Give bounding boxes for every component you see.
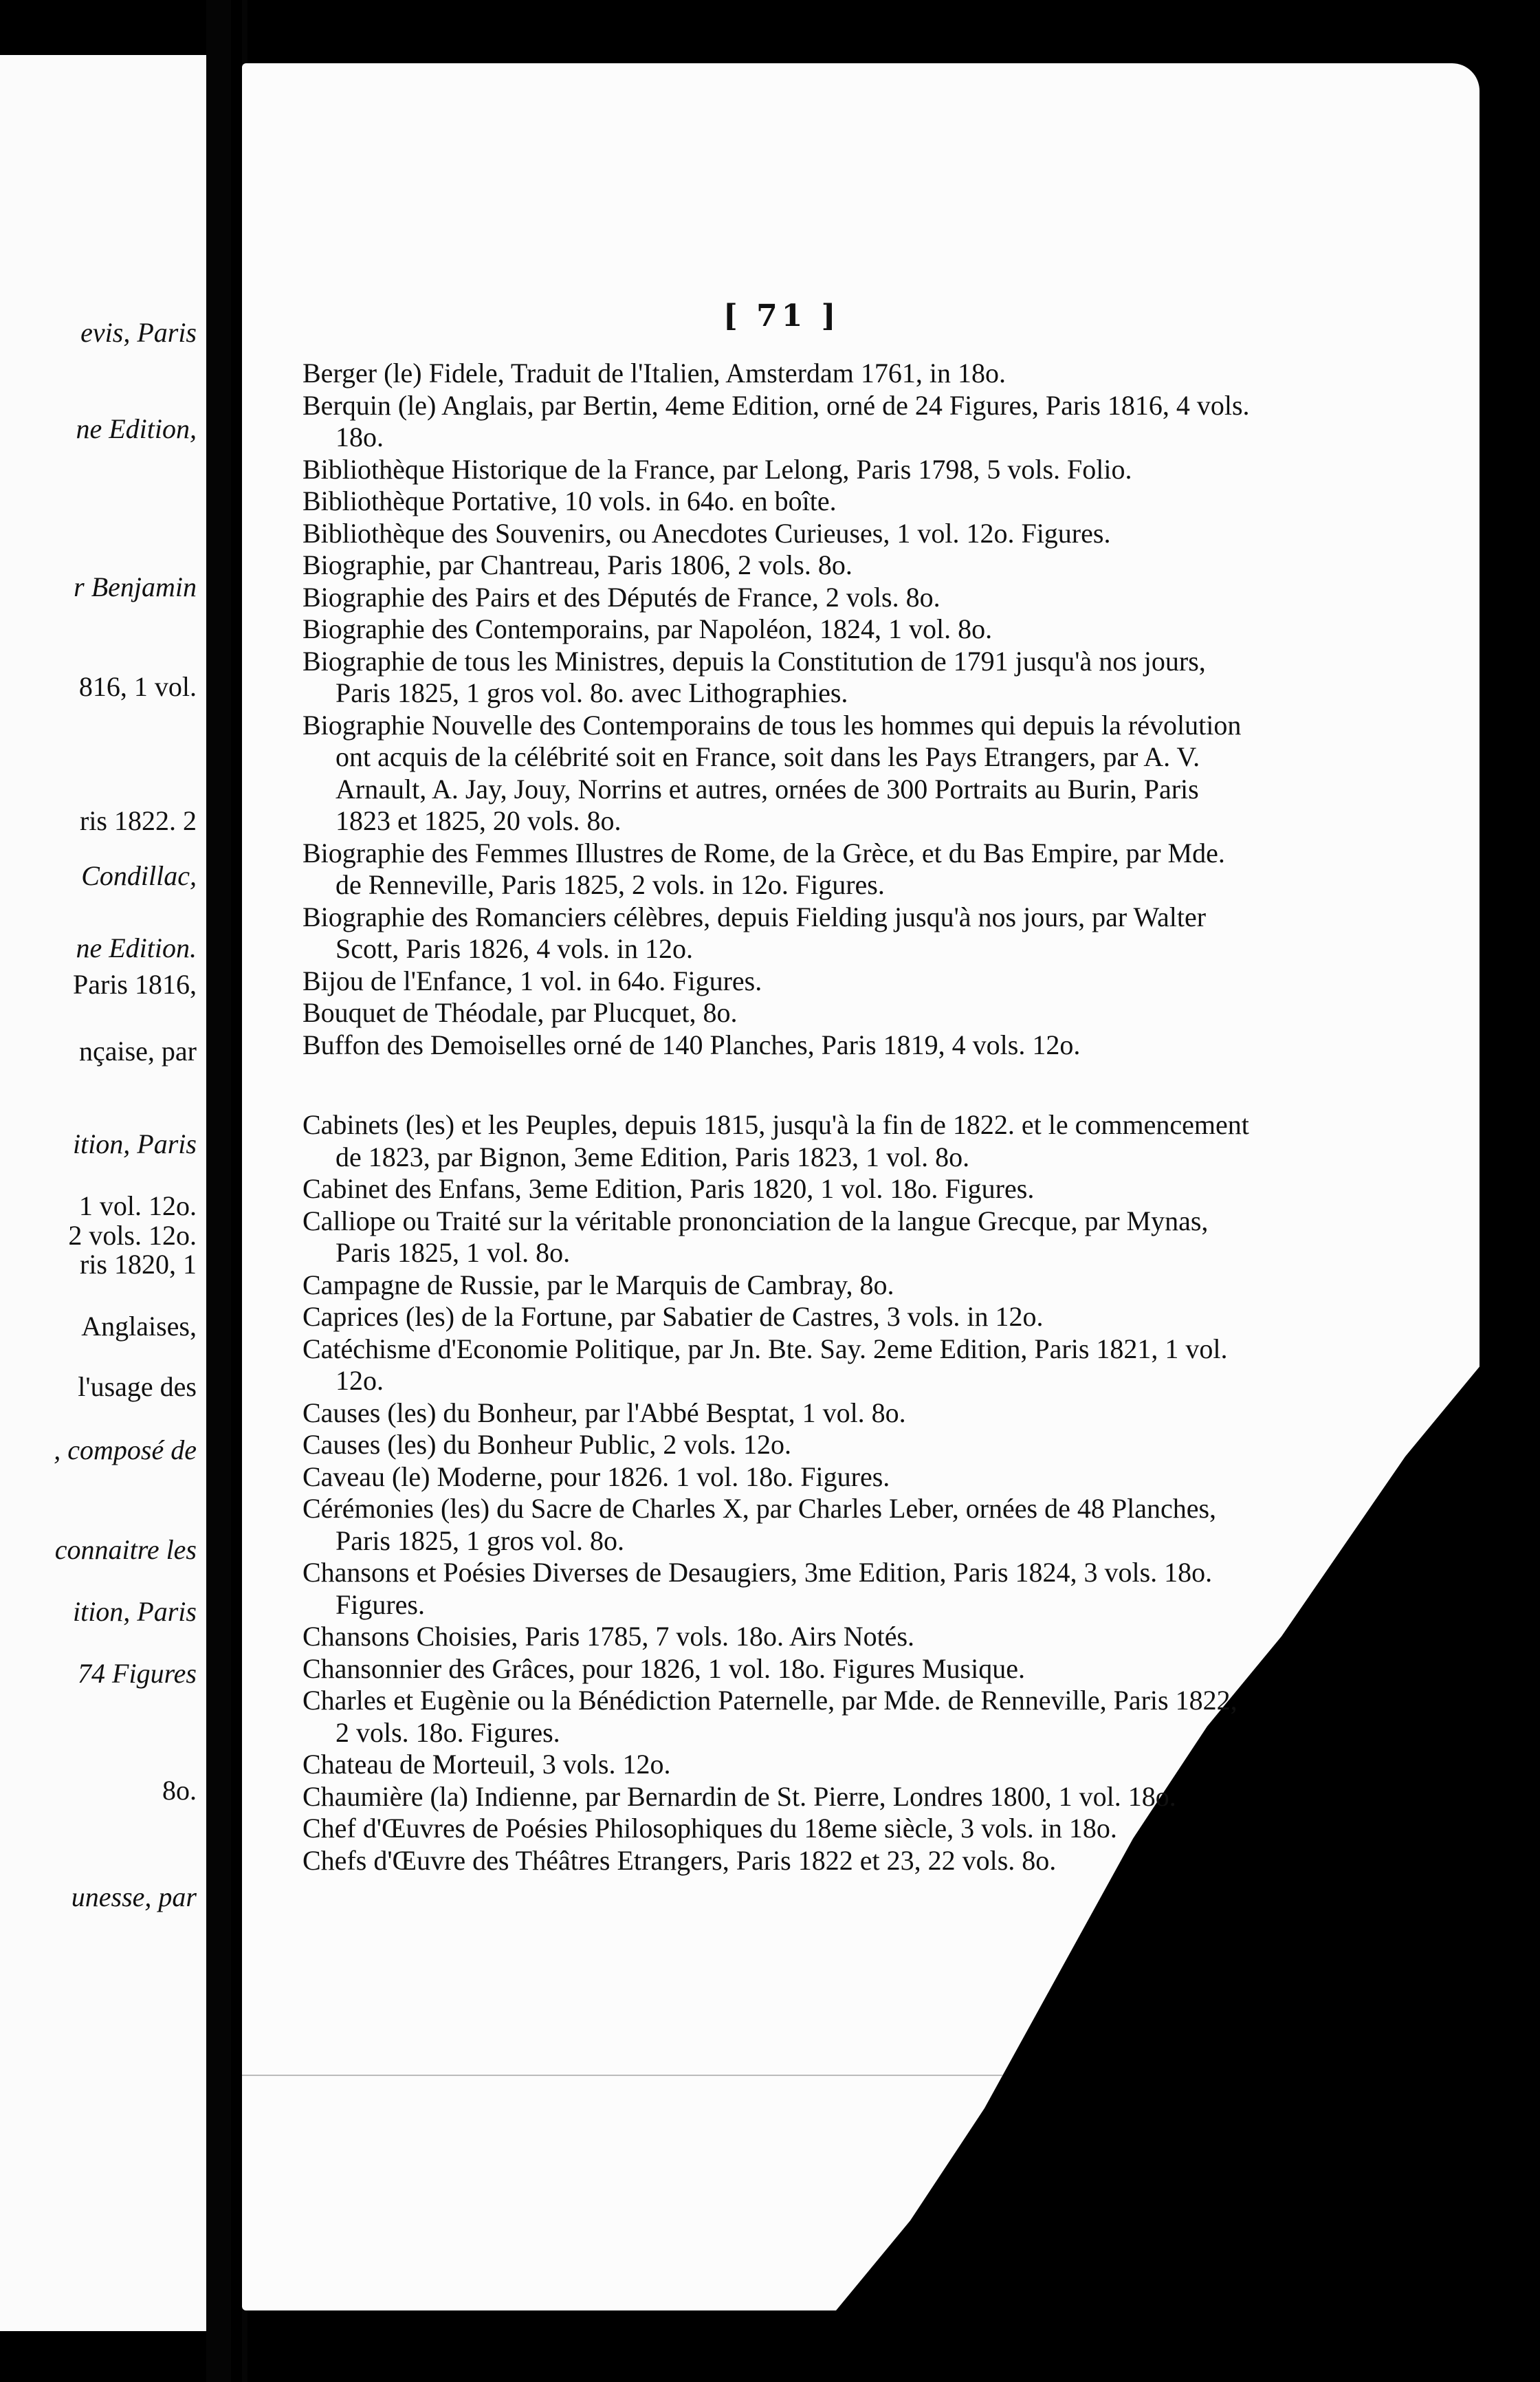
left-page-fragment: nçaise, par bbox=[78, 1036, 197, 1067]
left-page-fragment: ris 1820, 1 bbox=[80, 1249, 197, 1280]
left-page-fragment: r Benjamin bbox=[74, 571, 197, 602]
catalog-entry: Chaumière (la) Indienne, par Bernardin de St. Pierre, Londres 1800, 1 vol. 18o. bbox=[302, 1780, 1176, 1812]
left-page-fragment: , composé de bbox=[54, 1434, 197, 1465]
left-page-fragment: ne Edition. bbox=[76, 932, 197, 963]
catalog-entry: Berquin (le) Anglais, par Bertin, 4eme Edition, orné de 24 Figures, Paris 1816, 4 vols. 18o. bbox=[302, 389, 1250, 452]
catalog-entry: Chansons et Poésies Diverses de Desaugiers, 3me Edition, Paris 1824, 3 vols. 18o. Figures. bbox=[302, 1557, 1213, 1620]
catalog-entry: Caveau (le) Moderne, pour 1826. 1 vol. 18o. Figures. bbox=[302, 1461, 890, 1492]
left-page-fragment: 816, 1 vol. bbox=[78, 671, 197, 702]
catalog-entry: Campagne de Russie, par le Marquis de Cambray, 8o. bbox=[302, 1269, 894, 1300]
catalog-entry: Bouquet de Théodale, par Plucquet, 8o. bbox=[302, 997, 738, 1028]
left-page-fragment: 2 vols. 12o. bbox=[68, 1220, 197, 1251]
catalog-entry: Cabinets (les) et les Peuples, depuis 1815, jusqu'à la fin de 1822. et le commencement de 1823, par Bignon, 3eme Edition, Paris 1823, 1 vol. 8o. bbox=[302, 1109, 1249, 1172]
left-page-fragment: evis, Paris bbox=[80, 317, 197, 348]
catalog-entry: Chateau de Morteuil, 3 vols. 12o. bbox=[302, 1749, 671, 1780]
catalog-entry: Berger (le) Fidele, Traduit de l'Italien, Amsterdam 1761, in 18o. bbox=[302, 358, 1006, 389]
catalog-entry: Bibliothèque des Souvenirs, ou Anecdotes Curieuses, 1 vol. 12o. Figures. bbox=[302, 517, 1111, 549]
catalog-entry: Bijou de l'Enfance, 1 vol. in 64o. Figures. bbox=[302, 965, 762, 996]
catalog-entry: Biographie des Pairs et des Députés de France, 2 vols. 8o. bbox=[302, 581, 940, 613]
catalog-entry: Chansons Choisies, Paris 1785, 7 vols. 18o. Airs Notés. bbox=[302, 1621, 915, 1652]
left-page-fragment: 74 Figures bbox=[78, 1658, 197, 1689]
left-page-edge bbox=[0, 55, 206, 2331]
page-crease bbox=[242, 2075, 1480, 2076]
catalog-entry: Cérémonies (les) du Sacre de Charles X, par Charles Leber, ornées de 48 Planches, Paris 1825, 1 gros vol. 8o. bbox=[302, 1493, 1217, 1556]
catalog-entry: Bibliothèque Historique de la France, par Lelong, Paris 1798, 5 vols. Folio. bbox=[302, 453, 1132, 485]
catalog-entry: Chef d'Œuvres de Poésies Philosophiques du 18eme siècle, 3 vols. in 18o. bbox=[302, 1813, 1117, 1844]
left-page-fragment: ris 1822. 2 bbox=[80, 805, 197, 836]
catalog-entry: Biographie des Romanciers célèbres, depuis Fielding jusqu'à nos jours, par Walter Scott, Paris 1826, 4 vols. in 12o. bbox=[302, 901, 1207, 964]
catalog-entry: Bibliothèque Portative, 10 vols. in 64o. en boîte. bbox=[302, 485, 837, 516]
catalog-entry: Biographie des Femmes Illustres de Rome, de la Grèce, et du Bas Empire, par Mde. de Renneville, Paris 1825, 2 vols. in 12o. Figures. bbox=[302, 837, 1225, 900]
gutter-shadow bbox=[231, 0, 242, 2382]
catalog-entry: Causes (les) du Bonheur Public, 2 vols. 12o. bbox=[302, 1429, 792, 1460]
catalog-entry: Causes (les) du Bonheur, par l'Abbé Besptat, 1 vol. 8o. bbox=[302, 1397, 906, 1428]
page-number: [ 71 ] bbox=[723, 298, 840, 334]
left-page-fragment: Paris 1816, bbox=[73, 969, 197, 1000]
left-page-fragment: Condillac, bbox=[81, 860, 197, 891]
left-page-fragment: connaitre les bbox=[54, 1534, 197, 1565]
catalog-entry: Chefs d'Œuvre des Théâtres Etrangers, Paris 1822 et 23, 22 vols. 8o. bbox=[302, 1844, 1057, 1876]
left-page-fragment: ition, Paris bbox=[72, 1596, 197, 1627]
catalog-entry: Biographie de tous les Ministres, depuis la Constitution de 1791 jusqu'à nos jours, Paris 1825, 1 gros vol. 8o. avec Lithographies. bbox=[302, 645, 1206, 708]
catalog-entry: Buffon des Demoiselles orné de 140 Planches, Paris 1819, 4 vols. 12o. bbox=[302, 1029, 1081, 1060]
catalog-entry: Charles et Eugènie ou la Bénédiction Paternelle, par Mde. de Renneville, Paris 1822, 2 vols. 18o. Figures. bbox=[302, 1685, 1238, 1748]
left-page-fragment: Anglaises, bbox=[81, 1311, 197, 1342]
left-page-fragment: ition, Paris bbox=[72, 1128, 197, 1159]
left-page-fragment: ne Edition, bbox=[76, 413, 197, 444]
catalog-entry: Catéchisme d'Economie Politique, par Jn. Bte. Say. 2eme Edition, Paris 1821, 1 vol. 12o. bbox=[302, 1333, 1228, 1396]
catalog-entry: Biographie Nouvelle des Contemporains de tous les hommes qui depuis la révolution ont acquis de la célébrité soit en France, soit dans les Pays Etrangers, par A. V. Arnault, A. Jay, Jouy, Norrins et autres, ornées de 300 Portraits au Burin, Paris 1823 et 1825, 20 vols. 8o. bbox=[302, 709, 1242, 836]
catalog-entries bbox=[302, 358, 1251, 1877]
left-page-fragment: l'usage des bbox=[78, 1371, 197, 1402]
catalog-entry: Biographie des Contemporains, par Napoléon, 1824, 1 vol. 8o. bbox=[302, 613, 993, 644]
left-page-fragment: 1 vol. 12o. bbox=[78, 1190, 197, 1221]
catalog-entry: Caprices (les) de la Fortune, par Sabatier de Castres, 3 vols. in 12o. bbox=[302, 1301, 1044, 1332]
section-gap bbox=[302, 1061, 1251, 1109]
left-page-fragment: unesse, par bbox=[71, 1881, 197, 1912]
catalog-entry: Biographie, par Chantreau, Paris 1806, 2 vols. 8o. bbox=[302, 549, 852, 580]
catalog-entry: Cabinet des Enfans, 3eme Edition, Paris 1820, 1 vol. 18o. Figures. bbox=[302, 1173, 1035, 1204]
catalog-entry: Chansonnier des Grâces, pour 1826, 1 vol. 18o. Figures Musique. bbox=[302, 1652, 1025, 1684]
catalog-entry: Calliope ou Traité sur la véritable prononciation de la langue Grecque, par Mynas, Paris 1825, 1 vol. 8o. bbox=[302, 1205, 1209, 1268]
left-page-fragment: 8o. bbox=[162, 1775, 197, 1806]
